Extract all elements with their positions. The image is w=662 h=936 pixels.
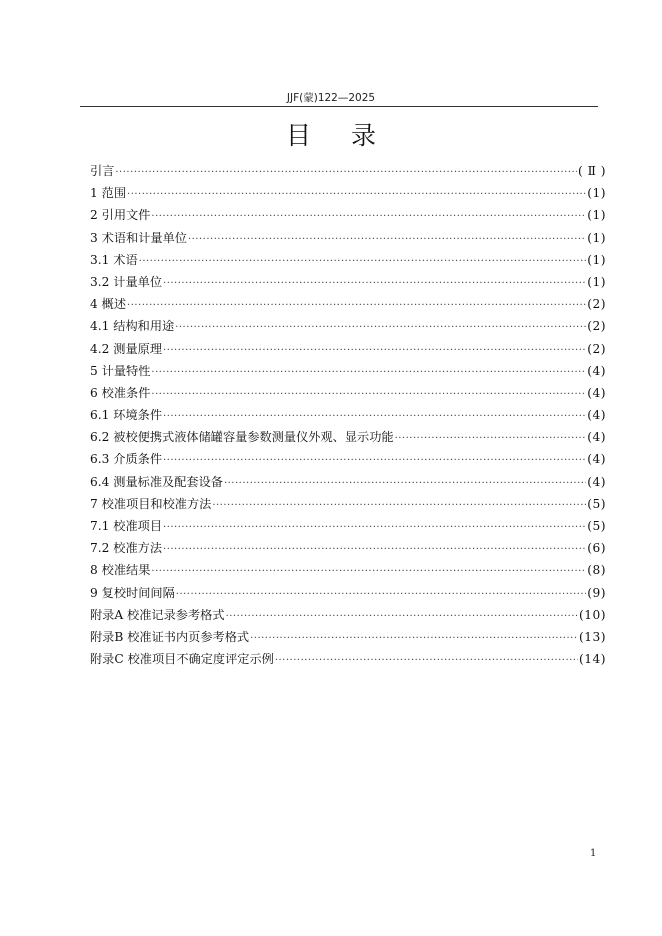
- toc-dot-leader: [163, 450, 586, 472]
- toc-dot-leader: [226, 606, 578, 628]
- toc-dot-leader: [127, 184, 586, 206]
- toc-entry[interactable]: [90, 204, 606, 226]
- toc-entry[interactable]: [90, 338, 606, 360]
- toc-entry[interactable]: [90, 582, 606, 604]
- toc-entry-page: (14): [578, 652, 606, 667]
- toc-entry[interactable]: [90, 426, 606, 448]
- toc-dot-leader: [176, 584, 586, 606]
- toc-entry[interactable]: [90, 537, 606, 559]
- toc-entry-label: 6.3 介质条件: [90, 452, 163, 467]
- toc-entry-label: 3 术语和计量单位: [90, 230, 187, 245]
- toc-dot-leader: [163, 406, 586, 428]
- toc-entry-label: 1 范围: [90, 186, 127, 201]
- toc-entry-page: (1): [587, 252, 606, 267]
- toc-entry[interactable]: [90, 604, 606, 626]
- toc-entry-page: (4): [587, 363, 606, 378]
- toc-entry[interactable]: [90, 160, 606, 182]
- toc-entry-page: (5): [587, 496, 606, 511]
- toc-entry-label: 6.2 被校便携式液体储罐容量参数测量仪外观、显示功能: [90, 430, 394, 445]
- toc-dot-leader: [224, 473, 586, 495]
- toc-entry[interactable]: [90, 648, 606, 670]
- toc-entry-page: (2): [587, 341, 606, 356]
- toc-entry-page: (4): [587, 474, 606, 489]
- toc-dot-leader: [115, 162, 577, 184]
- toc-dot-leader: [139, 251, 587, 273]
- toc-entry[interactable]: [90, 626, 606, 648]
- toc-entry[interactable]: [90, 271, 606, 293]
- toc-entry[interactable]: [90, 448, 606, 470]
- toc-entry-label: 6.4 测量标准及配套设备: [90, 474, 223, 489]
- toc-entry-label: 8 校准结果: [90, 563, 151, 578]
- toc-dot-leader: [212, 495, 586, 517]
- toc-dot-leader: [275, 650, 578, 672]
- toc-dot-leader: [151, 206, 586, 228]
- toc-entry[interactable]: [90, 182, 606, 204]
- toc-entry-page: (13): [578, 629, 606, 644]
- toc-dot-leader: [163, 340, 586, 362]
- toc-entry[interactable]: [90, 404, 606, 426]
- toc-entry-page: (1): [587, 208, 606, 223]
- toc-entry[interactable]: [90, 515, 606, 537]
- toc-entry-label: 3.1 术语: [90, 252, 138, 267]
- toc-entry-label: 5 计量特性: [90, 363, 151, 378]
- toc-dot-leader: [175, 317, 586, 339]
- toc-entry-label: 9 复校时间间隔: [90, 585, 175, 600]
- toc-entry-page: (5): [587, 519, 606, 533]
- toc-entry[interactable]: [90, 227, 606, 249]
- toc-entry-label: 7 校准项目和校准方法: [90, 496, 212, 511]
- toc-dot-leader: [188, 229, 586, 251]
- toc-entry-label: 4 概述: [90, 297, 127, 312]
- toc-entry-label: 引言: [90, 164, 115, 178]
- toc-dot-leader: [250, 628, 578, 650]
- toc-entry-label: 4.2 测量原理: [90, 341, 163, 356]
- toc-entry[interactable]: [90, 493, 606, 515]
- toc-entry-page: (4): [587, 385, 606, 400]
- toc-entry-page: (8): [587, 563, 606, 578]
- toc-entry-page: (2): [587, 319, 606, 334]
- toc-dot-leader: [395, 428, 587, 450]
- page-number: 1: [590, 848, 597, 859]
- toc-entry-label: 6.1 环境条件: [90, 408, 163, 423]
- toc-entry-page: (10): [578, 607, 606, 622]
- toc-entry-page: (1): [587, 186, 606, 201]
- toc-dot-leader: [151, 384, 586, 406]
- toc-entry-label: 3.2 计量单位: [90, 274, 163, 289]
- page-title: 目 录: [286, 121, 392, 150]
- toc-entry-label: 7.1 校准项目: [90, 519, 163, 533]
- toc-entry-label: 附录A 校准记录参考格式: [90, 607, 225, 622]
- toc-dot-leader: [151, 362, 586, 384]
- toc-entry[interactable]: [90, 559, 606, 581]
- toc-entry[interactable]: [90, 382, 606, 404]
- document-code-header: JJF(蒙)122—2025: [286, 92, 376, 104]
- toc-entry-page: (4): [587, 430, 606, 445]
- toc-entry[interactable]: [90, 249, 606, 271]
- toc-entry-label: 附录C 校准项目不确定度评定示例: [90, 652, 274, 667]
- toc-entry-label: 6 校准条件: [90, 385, 151, 400]
- toc-dot-leader: [151, 561, 586, 583]
- header-rule: [80, 106, 598, 107]
- toc-entry[interactable]: [90, 293, 606, 315]
- toc-entry-page: (2): [587, 297, 606, 312]
- toc-dot-leader: [163, 517, 586, 539]
- toc-entry[interactable]: [90, 360, 606, 382]
- toc-entry-label: 7.2 校准方法: [90, 541, 163, 556]
- toc-entry[interactable]: [90, 471, 606, 493]
- toc-dot-leader: [127, 295, 586, 317]
- table-of-contents: [90, 160, 606, 670]
- toc-entry-page: (4): [587, 408, 606, 423]
- toc-entry-label: 2 引用文件: [90, 208, 151, 223]
- toc-entry-page: ( Ⅱ ): [577, 164, 606, 178]
- toc-entry-page: (1): [587, 230, 606, 245]
- toc-entry-page: (6): [587, 541, 606, 556]
- toc-entry[interactable]: [90, 315, 606, 337]
- toc-entry-page: (1): [587, 274, 606, 289]
- toc-entry-page: (9): [587, 585, 606, 600]
- toc-entry-label: 4.1 结构和用途: [90, 319, 175, 334]
- toc-entry-label: 附录B 校准证书内页参考格式: [90, 629, 250, 644]
- toc-dot-leader: [163, 539, 586, 561]
- toc-entry-page: (4): [587, 452, 606, 467]
- toc-dot-leader: [163, 273, 586, 295]
